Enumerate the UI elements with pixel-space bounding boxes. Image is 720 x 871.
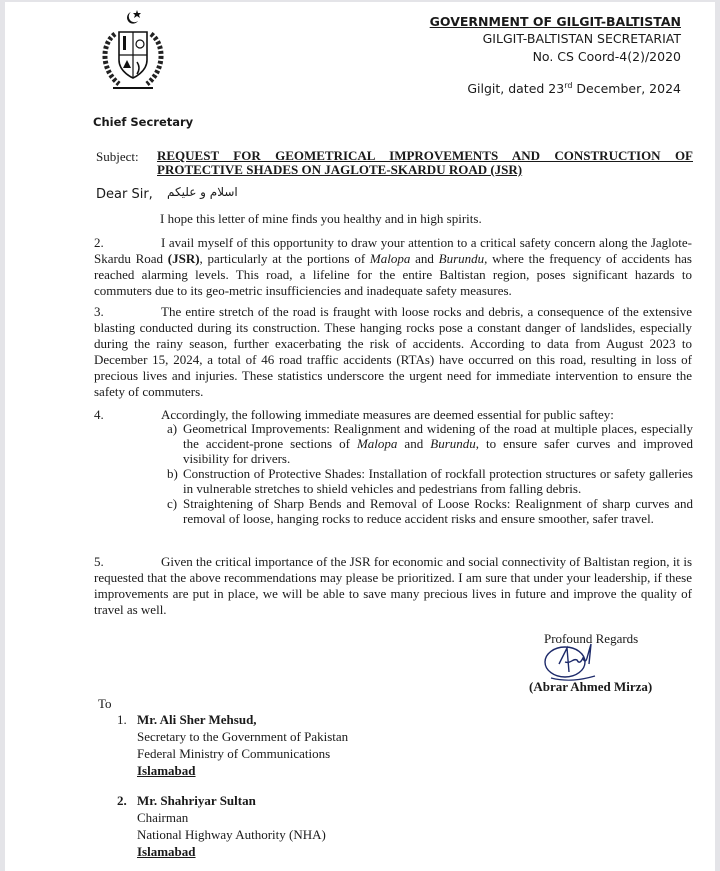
measure-item-c: c) Straightening of Sharp Bends and Removal of Loose Rocks: Realignment of sharp curves and removal of loose, hanging rocks to reduce accident risks and ensure smoother, safer travel. — [167, 496, 693, 526]
recipient-2: 2. Mr. Shahriyar Sultan Chairman National Highway Authority (NHA) Islamabad — [117, 793, 326, 859]
letter-page — [5, 2, 715, 871]
paragraph-5: 5. Given the critical importance of the JSR for economic and social connectivity of Baltistan region, it is requested that the above recommendations may please be prioritized. I am sure that under your leadership, if these improvements are put in place, we will be able to save many precious lives in future and improve the quality of travel as well. — [94, 554, 692, 617]
letter-date: Gilgit, dated 23rd December, 2024 — [467, 81, 681, 97]
subject-text: REQUEST FOR GEOMETRICAL IMPROVEMENTS AND CONSTRUCTION OF PROTECTIVE SHADES ON JAGLOTE-SKARDU ROAD (JSR) — [157, 148, 693, 177]
office-title: Chief Secretary — [93, 115, 194, 129]
government-emblem-icon — [93, 8, 173, 96]
signature-icon — [541, 638, 621, 682]
reference-number: No. CS Coord-4(2)/2020 — [532, 49, 681, 64]
government-title: GOVERNMENT OF GILGIT-BALTISTAN — [429, 14, 681, 29]
paragraph-1: I hope this letter of mine finds you healthy and in high spirits. — [160, 211, 482, 226]
recipient-1: 1. Mr. Ali Sher Mehsud, Secretary to the Government of Pakistan Federal Ministry of Communications Islamabad — [117, 712, 349, 778]
paragraph-2: 2. I avail myself of this opportunity to draw your attention to a critical safety concern along the Jaglote-Skardu Road (JSR), particularly at the portions of Malopa and Burundu, where the frequency of accidents has reached alarming levels. This road, a lifeline for the entire Baltistan region, poses significant hazards to commuters due to its geo-metric insufficiencies and inadequate safety measures. — [94, 235, 692, 298]
measure-item-a: a) Geometrical Improvements: Realignment and widening of the road at multiple places, especially the accident-prone sections of Malopa and Burundu, to ensure safer curves and improved visibility for drivers. — [167, 421, 693, 466]
measure-item-b: b) Construction of Protective Shades: Installation of rockfall protection structures or safety galleries in vulnerable stretches to shield vehicles and pedestrians from falling debris. — [167, 466, 693, 496]
paragraph-3: 3. The entire stretch of the road is fraught with loose rocks and debris, a consequence of the extensive blasting conducted during its construction. These hanging rocks pose a constant danger of landslides, especially during the rainy season, further exacerbating the risk of accidents. According to data from August 2023 to December 15, 2024, a total of 46 road traffic accidents (RTAs) have occurred on this road, resulting in loss of precious lives and injuries. These statistics underscore the urgent need for immediate intervention to ensure the safety of commuters. — [94, 304, 692, 399]
salutation: Dear Sir, — [96, 187, 153, 202]
subject-label: Subject: — [96, 149, 139, 164]
signer-name: (Abrar Ahmed Mirza) — [529, 679, 653, 694]
urdu-greeting: اسلام و علیکم — [167, 185, 238, 199]
to-label: To — [98, 696, 112, 711]
closing-regards: Profound Regards — [544, 631, 639, 646]
secretariat-title: GILGIT-BALTISTAN SECRETARIAT — [482, 31, 681, 46]
paragraph-4: 4. Accordingly, the following immediate measures are deemed essential for public saftey: — [94, 407, 614, 422]
